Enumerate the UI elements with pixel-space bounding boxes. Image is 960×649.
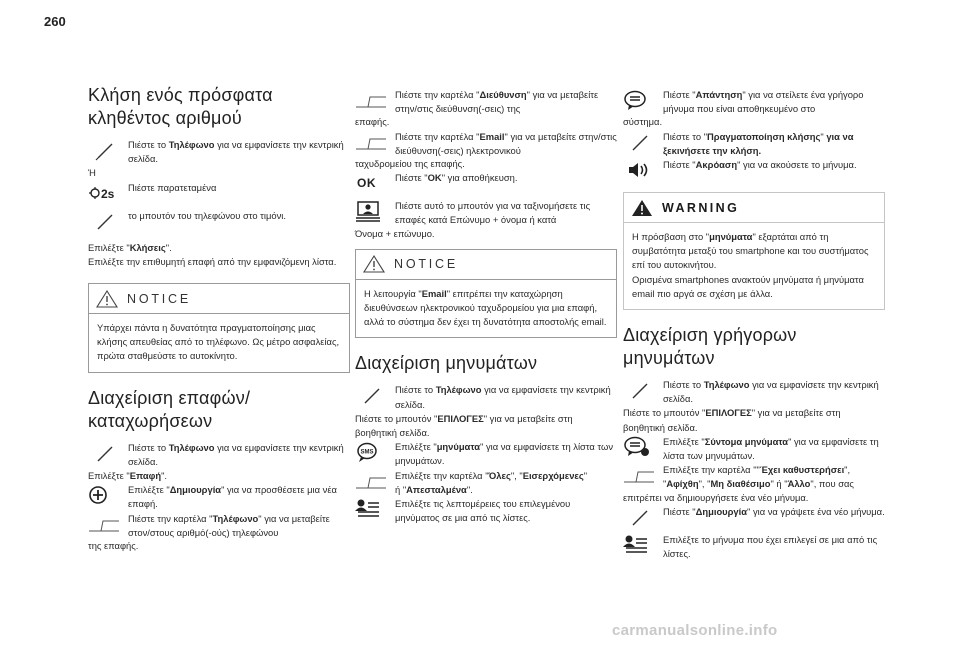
notice-header — [356, 250, 616, 280]
reply-bubble-icon — [623, 89, 657, 111]
notice-header — [89, 284, 349, 314]
page-number: 260 — [44, 14, 66, 29]
step-select-message: Επιλέξτε το μήνυμα που έχει επιλεγεί σε μια από τις λίστες. — [623, 533, 885, 561]
tab-icon — [88, 513, 122, 535]
tab-icon — [355, 470, 389, 492]
svg-text:SMS: SMS — [360, 449, 374, 456]
warning-box — [623, 192, 885, 310]
tab-icon — [623, 464, 657, 486]
section-title-quick-messages: Διαχείριση γρήγορων μηνυμάτων — [623, 325, 797, 369]
section-title-recent-call: Κλήση ενός πρόσφατα κληθέντος αριθμού — [88, 85, 273, 128]
step-long-press: 2s Πιέστε παρατεταμένα — [88, 181, 350, 209]
continuation: Όνομα + επώνυμο. — [355, 227, 435, 239]
svg-text:2s: 2s — [101, 186, 115, 201]
add-circle-icon — [88, 484, 122, 506]
step-address-tab: Πιέστε την καρτέλα "Διεύθυνση" για να μεταβείτε στην/στις διεύθυνση(-σεις) της — [355, 88, 617, 116]
notice-body: Υπάρχει πάντα η δυνατότητα πραγματοποίησης μιας κλήσης απευθείας από το τηλέφωνο. Ως μέτρο ασφαλείας, πρώτα σταθμεύστε το αυτοκίνητο. — [97, 322, 340, 362]
options-button-text: Πιέστε το μπουτόν "ΕΠΙΛΟΓΕΣ" για να μεταβείτε στη βοηθητική σελίδα. — [355, 412, 573, 439]
continuation: της επαφής. — [88, 540, 139, 552]
step-listen: Πιέστε "Ακρόαση" για να ακούσετε το μήνυμα. — [623, 158, 885, 178]
notice-box-1 — [88, 283, 350, 373]
sort-contacts-icon — [355, 200, 389, 222]
step-steering-button: το μπουτόν του τηλεφώνου στο τιμόνι. — [88, 209, 350, 237]
pen-icon — [88, 210, 122, 232]
step-short-messages: Επιλέξτε "Σύντομα μηνύματα" για να εμφανίσετε τη λίστα των μηνυμάτων. — [623, 435, 885, 463]
long-press-2s-icon — [88, 182, 122, 204]
step-phone-tab: Πιέστε την καρτέλα "Τηλέφωνο" για να μεταβείτε στον/στους αριθμό(-ούς) τηλεφώνου — [88, 512, 350, 540]
notice-title: NOTICE — [127, 291, 192, 306]
select-calls: Επιλέξτε "Κλήσεις". — [88, 241, 172, 253]
warning-triangle-icon — [630, 198, 654, 218]
warning-triangle-icon — [362, 254, 386, 274]
column-3 — [623, 88, 885, 561]
step-sort-contacts: Πιέστε αυτό το μπουτόν για να ταξινομήσετε τις επαφές κατά Επώνυμο + όνομα ή κατά — [355, 199, 617, 227]
pen-icon — [623, 131, 657, 153]
options-button-text: Πιέστε το μπουτόν "ΕΠΙΛΟΓΕΣ" για να μεταβείτε στη βοηθητική σελίδα. — [623, 407, 841, 433]
pen-icon — [88, 442, 122, 464]
select-contact-tab: Επιλέξτε "Επαφή". — [88, 470, 167, 482]
step-ok-save: OK Πιέστε "OK" για αποθήκευση. — [355, 171, 617, 195]
tab-icon — [355, 131, 389, 153]
step-create-message: Πιέστε "Δημιουργία" για να γράψετε ένα νέο μήνυμα. — [623, 505, 885, 533]
section-title-messages: Διαχείριση μηνυμάτων — [355, 353, 538, 374]
warning-body: Η πρόσβαση στο "μηνύματα" εξαρτάται από τη συμβατότητα μεταξύ του smartphone και του συστήματος επί του αυτοκινήτου. Ορισμένα smartphones ανακτούν μηνύματα ή μηνύματα email πιο αργά σε σχέση με άλλα. — [632, 231, 869, 299]
pen-icon — [355, 384, 389, 406]
or-text: Ή — [88, 167, 96, 179]
column-2 — [355, 88, 617, 525]
step-press-phone: Πιέστε το Τηλέφωνο για να εμφανίσετε την κεντρική σελίδα. — [88, 138, 350, 166]
quick-message-icon — [623, 436, 657, 458]
select-contact: Επιλέξτε την επιθυμητή επαφή από την εμφανιζόμενη λίστα. — [88, 255, 337, 267]
warning-header — [624, 193, 884, 223]
speaker-icon — [623, 159, 657, 181]
watermark: carmanualsonline.info — [612, 622, 778, 639]
pen-icon — [623, 379, 657, 401]
column-1 — [88, 84, 350, 553]
step-messages: SMS Επιλέξτε "μηνύματα" για να εμφανίσετε τη λίστα των μηνυμάτων. — [355, 440, 617, 468]
step-press-phone-quick: Πιέστε το Τηλέφωνο για να εμφανίσετε την κεντρική σελίδα. — [623, 378, 885, 406]
notice-body: Η λειτουργία "Email" επιτρέπει την καταχώρηση διευθύνσεων ηλεκτρονικού ταχυδρομείου για μια επαφή, αλλά το σύστημα δεν έχει τη δυνατότητα αποστολής email. — [364, 287, 607, 328]
continuation: ταχυδρομείου της επαφής. — [355, 158, 465, 170]
step-press-phone-contacts: Πιέστε το Τηλέφωνο για να εμφανίσετε την κεντρική σελίδα. — [88, 441, 350, 469]
step-create-contact: Επιλέξτε "Δημιουργία" για να προσθέσετε μια νέα επαφή. — [88, 483, 350, 511]
step-call: Πιέστε το "Πραγματοποίηση κλήσης" για να ξεκινήσετε την κλήση. — [623, 130, 885, 158]
pen-icon — [623, 506, 657, 528]
sms-bubble-icon — [355, 441, 389, 463]
continuation: επαφής. — [355, 116, 390, 128]
step-email-tab: Πιέστε την καρτέλα "Email" για να μεταβείτε στην/στις διεύθυνση(-σεις) ηλεκτρονικού — [355, 130, 617, 158]
warning-title: WARNING — [662, 200, 740, 215]
notice-box-2 — [355, 249, 617, 339]
ok-button-icon: OK — [357, 176, 376, 191]
message-details-icon — [355, 498, 389, 520]
step-all-inbox-tab: Επιλέξτε την καρτέλα "Όλες", "Εισερχόμενες" ή "Απεσταλμένα". — [355, 469, 617, 497]
warning-triangle-icon — [95, 289, 119, 309]
step-delayed-tab: Επιλέξτε την καρτέλα ""Έχει καθυστερήσει", "Αφίχθη", "Μη διαθέσιμο" ή "Άλλο", που σας — [623, 463, 885, 491]
section-title-contacts: Διαχείριση επαφών/ καταχωρήσεων — [88, 387, 251, 431]
notice-title: NOTICE — [394, 257, 459, 272]
tab-icon — [355, 89, 389, 111]
continuation: επιτρέπει να δημιουργήσετε ένα νέο μήνυμα. — [623, 491, 809, 503]
step-reply: Πιέστε "Απάντηση" για να στείλετε ένα γρήγορο μήνυμα που είναι αποθηκευμένο στο — [623, 88, 885, 116]
pen-icon — [88, 139, 122, 161]
message-details-icon — [623, 534, 657, 556]
step-press-phone-messages: Πιέστε το Τηλέφωνο για να εμφανίσετε την κεντρική σελίδα. — [355, 383, 617, 411]
step-message-details: Επιλέξτε τις λεπτομέρειες του επιλεγμένου μηνύματος σε μια από τις λίστες. — [355, 497, 617, 525]
continuation: σύστημα. — [623, 116, 663, 128]
